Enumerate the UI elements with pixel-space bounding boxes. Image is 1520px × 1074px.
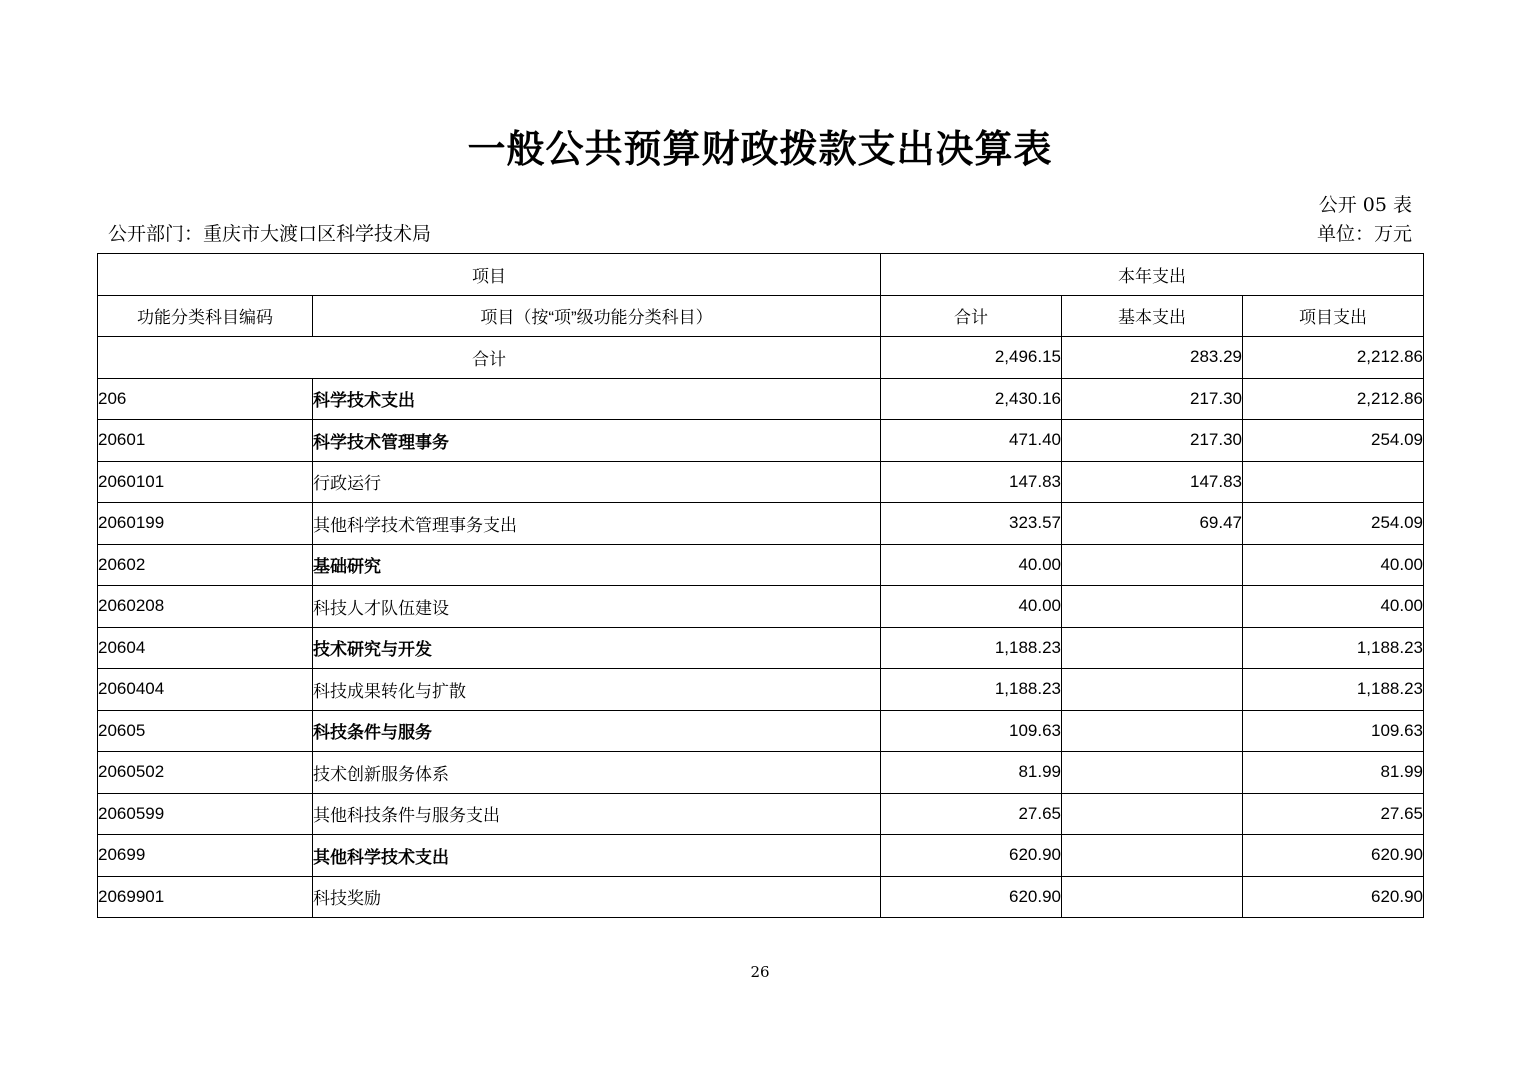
row-basic [1062, 752, 1243, 794]
row-program: 109.63 [1243, 710, 1424, 752]
unit-label: 单位：万元 [1316, 223, 1412, 245]
table-row [98, 669, 1424, 711]
row-total: 147.83 [881, 461, 1062, 503]
row-basic [1062, 876, 1243, 918]
row-program: 1,188.23 [1243, 627, 1424, 669]
row-basic [1062, 710, 1243, 752]
row-program: 40.00 [1243, 586, 1424, 628]
row-basic: 217.30 [1062, 420, 1243, 462]
total-program: 2,212.86 [1243, 337, 1424, 379]
row-program: 2,212.86 [1243, 378, 1424, 420]
row-name: 基础研究 [313, 544, 881, 586]
row-program: 620.90 [1243, 835, 1424, 877]
table-row [98, 710, 1424, 752]
row-code: 20605 [98, 710, 313, 752]
row-basic [1062, 544, 1243, 586]
row-program: 620.90 [1243, 876, 1424, 918]
row-basic [1062, 793, 1243, 835]
row-name: 科学技术管理事务 [313, 420, 881, 462]
table-row [98, 586, 1424, 628]
row-total: 471.40 [881, 420, 1062, 462]
row-name: 科学技术支出 [313, 378, 881, 420]
header-program: 项目支出 [1243, 295, 1424, 337]
row-total: 1,188.23 [881, 627, 1062, 669]
page-number: 26 [750, 963, 770, 981]
table-row [98, 793, 1424, 835]
row-program: 254.09 [1243, 420, 1424, 462]
header-code: 功能分类科目编码 [98, 295, 313, 337]
row-name: 行政运行 [313, 461, 881, 503]
row-name: 科技条件与服务 [313, 710, 881, 752]
header-row-2 [98, 295, 1424, 337]
row-name: 技术研究与开发 [313, 627, 881, 669]
row-name: 技术创新服务体系 [313, 752, 881, 794]
row-name: 其他科学技术支出 [313, 835, 881, 877]
row-code: 2060208 [98, 586, 313, 628]
table-row [98, 461, 1424, 503]
header-project: 项目 [98, 254, 881, 296]
header-basic: 基本支出 [1062, 295, 1243, 337]
row-code: 20604 [98, 627, 313, 669]
table-row [98, 544, 1424, 586]
row-program [1243, 461, 1424, 503]
row-code: 2069901 [98, 876, 313, 918]
row-program: 27.65 [1243, 793, 1424, 835]
row-total: 2,430.16 [881, 378, 1062, 420]
row-code: 20601 [98, 420, 313, 462]
row-total: 1,188.23 [881, 669, 1062, 711]
row-total: 109.63 [881, 710, 1062, 752]
row-code: 2060199 [98, 503, 313, 545]
form-number: 公开 05 表 [1318, 194, 1412, 216]
row-program: 81.99 [1243, 752, 1424, 794]
table-row [98, 752, 1424, 794]
row-code: 2060599 [98, 793, 313, 835]
row-basic: 217.30 [1062, 378, 1243, 420]
row-code: 2060101 [98, 461, 313, 503]
total-total: 2,496.15 [881, 337, 1062, 379]
row-name: 科技成果转化与扩散 [313, 669, 881, 711]
row-total: 620.90 [881, 876, 1062, 918]
table-row [98, 835, 1424, 877]
total-row [98, 337, 1424, 379]
row-basic [1062, 586, 1243, 628]
row-basic [1062, 669, 1243, 711]
row-program: 40.00 [1243, 544, 1424, 586]
row-code: 2060404 [98, 669, 313, 711]
table-row [98, 627, 1424, 669]
table-row [98, 420, 1424, 462]
row-total: 40.00 [881, 544, 1062, 586]
row-basic [1062, 835, 1243, 877]
page-title: 一般公共预算财政拨款支出决算表 [467, 127, 1053, 171]
row-name: 其他科学技术管理事务支出 [313, 503, 881, 545]
total-label: 合计 [98, 337, 881, 379]
row-code: 206 [98, 378, 313, 420]
header-row-1 [98, 254, 1424, 296]
header-current-year: 本年支出 [881, 254, 1424, 296]
row-code: 20602 [98, 544, 313, 586]
row-program: 1,188.23 [1243, 669, 1424, 711]
row-program: 254.09 [1243, 503, 1424, 545]
header-name: 项目（按“项”级功能分类科目） [313, 295, 881, 337]
table-row [98, 876, 1424, 918]
row-code: 20699 [98, 835, 313, 877]
row-name: 其他科技条件与服务支出 [313, 793, 881, 835]
row-basic [1062, 627, 1243, 669]
header-total: 合计 [881, 295, 1062, 337]
row-code: 2060502 [98, 752, 313, 794]
row-basic: 147.83 [1062, 461, 1243, 503]
total-basic: 283.29 [1062, 337, 1243, 379]
row-name: 科技奖励 [313, 876, 881, 918]
table-row [98, 503, 1424, 545]
row-total: 323.57 [881, 503, 1062, 545]
table-row [98, 378, 1424, 420]
row-total: 620.90 [881, 835, 1062, 877]
row-name: 科技人才队伍建设 [313, 586, 881, 628]
budget-table [97, 253, 1424, 918]
row-basic: 69.47 [1062, 503, 1243, 545]
row-total: 81.99 [881, 752, 1062, 794]
department-label: 公开部门：重庆市大渡口区科学技术局 [108, 223, 432, 245]
row-total: 27.65 [881, 793, 1062, 835]
row-total: 40.00 [881, 586, 1062, 628]
